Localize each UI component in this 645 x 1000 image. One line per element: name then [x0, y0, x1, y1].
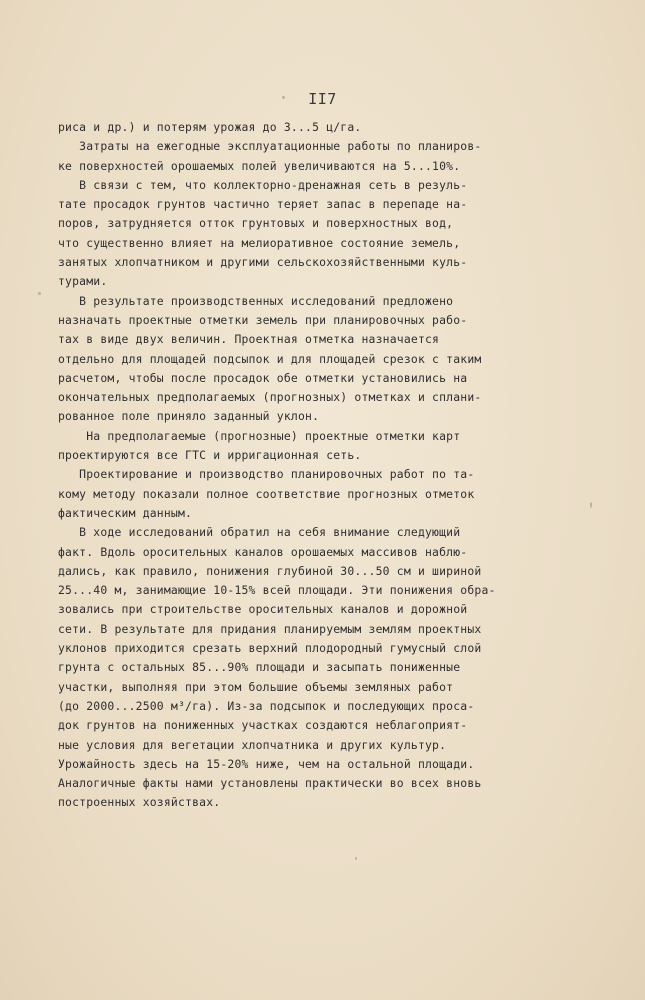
text-line: отдельно для площадей подсыпок и для площадей срезок с таким: [58, 351, 482, 366]
paper-speck: [38, 292, 41, 295]
text-line: риса и др.) и потерям урожая до 3...5 ц/га.: [58, 120, 362, 134]
text-line: уклонов приходится срезать верхний плодородный гумусный слой: [58, 641, 482, 656]
text-line: тах в виде двух величин. Проектная отметка назначается: [58, 332, 440, 347]
text-line: проектируются все ГТС и ирригационная сеть.: [58, 448, 362, 463]
text-line: 25...40 м, занимающие 10-15% всей площади. Эти понижения обра-: [58, 583, 496, 598]
text-line: Аналогичные факты нами установлены практически во всех вновь: [58, 776, 482, 791]
text-line: дались, как правило, понижения глубиной 30...50 см и шириной: [58, 563, 482, 578]
text-line: В результате производственных исследований предложено: [58, 293, 454, 308]
text-line: грунта с остальных 85...90% площади и засыпать пониженные: [58, 660, 461, 675]
text-line: поров, затрудняется отток грунтовых и поверхностных вод,: [58, 216, 454, 231]
text-line: сети. В результате для придания планируемым землям проектных: [58, 621, 482, 636]
text-line: рованное поле приняло заданный уклон.: [58, 409, 320, 424]
text-line: Проектирование и производство планировочных работ по та-: [58, 467, 475, 482]
text-line: что существенно влияет на мелиоративное состояние земель,: [58, 235, 461, 250]
page-number: II7: [308, 90, 337, 108]
text-line: В ходе исследований обратил на себя внимание следующий: [58, 525, 461, 540]
text-line: турами.: [58, 274, 108, 289]
text-line: построенных хозяйствах.: [58, 795, 221, 810]
text-line: участки, выполняя при этом большие объемы земляных работ: [58, 679, 454, 694]
text-line: док грунтов на пониженных участках создаются неблагоприят-: [58, 718, 468, 733]
text-line: кому методу показали полное соответствие прогнозных отметок: [58, 486, 475, 501]
paper-speck: [355, 857, 357, 860]
text-line: ные условия для вегетации хлопчатника и других культур.: [58, 737, 447, 752]
text-line: Затраты на ежегодные эксплуатационные работы по планиров-: [58, 139, 482, 154]
text-line: факт. Вдоль оросительных каналов орошаемых массивов наблю-: [58, 544, 468, 559]
text-line: занятых хлопчатником и другими сельскохозяйственными куль-: [58, 255, 468, 270]
text-line: назначать проектные отметки земель при планировочных рабо-: [58, 312, 468, 327]
text-line: В связи с тем, что коллекторно-дренажная сеть в резуль-: [58, 177, 468, 192]
text-line: зовались при строительстве оросительных каналов и дорожной: [58, 602, 468, 617]
text-line: (до 2000...2500 м³/га). Из-за подсыпок и последующих проса-: [58, 698, 475, 713]
text-line: тате просадок грунтов частично теряет запас в перепаде на-: [58, 197, 468, 212]
text-line: окончательных предполагаемых (прогнозных) отметках и сплани-: [58, 390, 482, 405]
paper-speck: [590, 502, 592, 508]
text-line: ке поверхностей орошаемых полей увеличиваются на 5...10%.: [58, 158, 461, 173]
text-line: Урожайность здесь на 15-20% ниже, чем на остальной площади.: [58, 756, 475, 771]
text-line: расчетом, чтобы после просадок обе отметки установились на: [58, 370, 468, 385]
paper-speck: [282, 96, 285, 99]
body-text: [58, 118, 548, 813]
text-line: На предполагаемые (прогнозные) проектные отметки карт: [58, 428, 461, 443]
text-line: фактическим данным.: [58, 505, 193, 520]
